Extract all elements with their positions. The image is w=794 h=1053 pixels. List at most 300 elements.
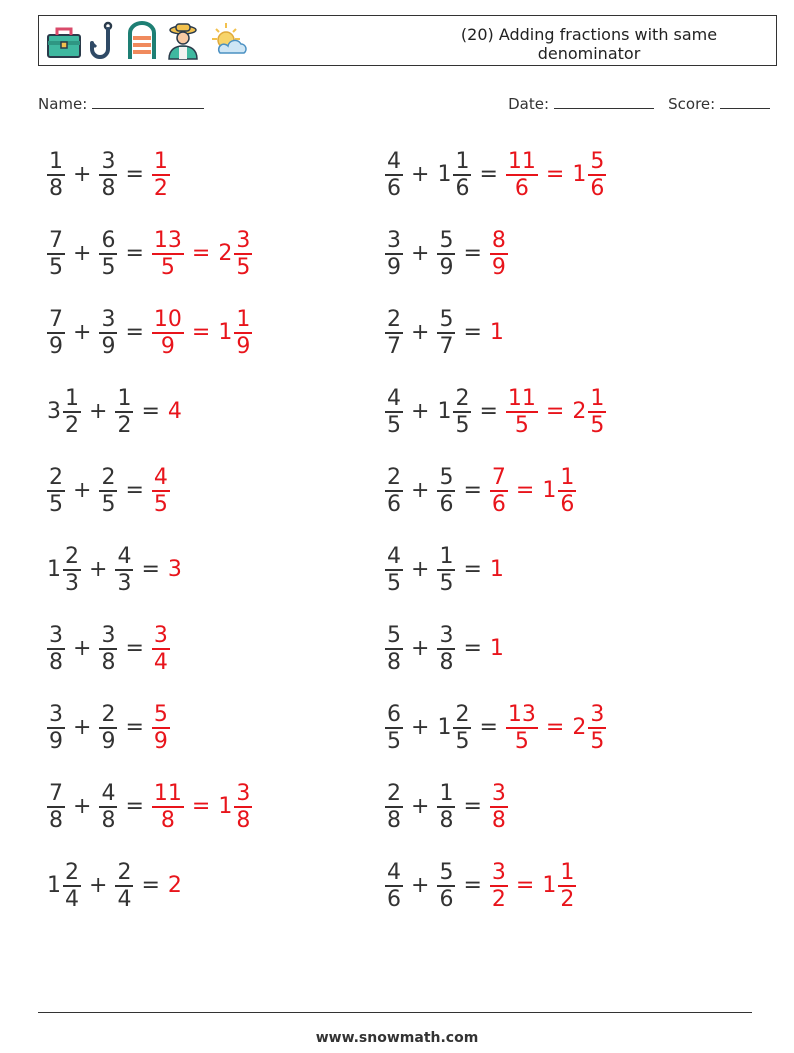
answer-term: [215, 781, 255, 833]
addend-term: [382, 149, 406, 201]
problem-question: [382, 228, 487, 280]
problem-item: [382, 461, 579, 521]
fraction: [99, 702, 117, 754]
problem-item: [44, 619, 173, 679]
answer-term: [215, 228, 255, 280]
numerator: 7: [49, 781, 63, 807]
problem-answer: [149, 702, 173, 754]
denominator: 6: [455, 175, 470, 201]
addend-term: [382, 623, 406, 675]
denominator: 9: [49, 333, 63, 359]
numerator: 1: [560, 860, 575, 886]
denominator: 5: [439, 570, 454, 596]
fraction: [490, 465, 508, 517]
fraction: [437, 860, 455, 912]
problem-question: [44, 465, 149, 517]
numerator: 2: [101, 702, 116, 728]
addend-term: [44, 386, 84, 438]
problem-question: [44, 860, 165, 912]
problem-answer: [149, 228, 255, 280]
fraction: [437, 228, 455, 280]
problem-answer: [165, 559, 181, 581]
answer-term: [487, 860, 511, 912]
equals-sign: =: [191, 794, 211, 819]
fraction: [234, 228, 252, 280]
problem-question: [382, 149, 503, 201]
answer-term: [569, 386, 609, 438]
denominator: 5: [455, 728, 470, 754]
fraction: [152, 228, 184, 280]
problem-item: [382, 382, 609, 442]
fraction: [63, 386, 81, 438]
addend-term: [44, 860, 84, 912]
denominator: 5: [514, 412, 529, 438]
whole-number: 1: [572, 162, 587, 187]
plus-sign: +: [411, 478, 430, 503]
numerator: 1: [117, 386, 132, 412]
denominator: 8: [101, 649, 116, 675]
answer-term: [487, 638, 503, 660]
addend-term: [44, 702, 68, 754]
numerator: 5: [439, 228, 454, 254]
answer-term: [487, 228, 511, 280]
problem-answer: [165, 401, 181, 423]
footer-url: www.snowmath.com: [315, 1030, 479, 1046]
answer-term: [149, 465, 173, 517]
problem-answer: [487, 638, 503, 660]
denominator: 5: [590, 412, 605, 438]
denominator: 9: [153, 728, 168, 754]
equals-sign: =: [125, 794, 144, 819]
equals-sign: =: [463, 636, 482, 661]
addend-term: [44, 228, 68, 280]
addend-term: [96, 149, 120, 201]
problem-answer: [149, 623, 173, 675]
fraction: [490, 781, 508, 833]
numerator: 3: [236, 228, 251, 254]
denominator: 2: [117, 412, 132, 438]
addend-term: [382, 465, 406, 517]
fraction: [152, 623, 170, 675]
fraction: [385, 623, 403, 675]
fraction: [99, 623, 117, 675]
problem-item: [44, 461, 173, 521]
fraction: [453, 149, 471, 201]
fraction: [385, 781, 403, 833]
addend-term: [434, 465, 458, 517]
fraction: [506, 149, 538, 201]
fraction: [152, 702, 170, 754]
fraction: [453, 702, 471, 754]
fraction: [385, 860, 403, 912]
numerator: 1: [590, 386, 605, 412]
numerator: 7: [49, 228, 63, 254]
numerator: 2: [117, 860, 132, 886]
fraction: [63, 860, 81, 912]
denominator: 2: [560, 886, 575, 912]
equals-sign: =: [479, 715, 498, 740]
problem-question: [44, 702, 149, 754]
fraction: [558, 465, 576, 517]
problem-question: [44, 386, 165, 438]
answer-term: [149, 228, 187, 280]
problem-question: [44, 307, 149, 359]
denominator: 6: [491, 491, 506, 517]
problem-answer: [149, 149, 173, 201]
whole-number: 1: [542, 873, 557, 898]
equals-sign: =: [545, 715, 565, 740]
answer-term: [503, 702, 541, 754]
addend-term: [434, 228, 458, 280]
denominator: 4: [117, 886, 132, 912]
date-label: Date:: [508, 95, 550, 113]
fraction: [152, 781, 184, 833]
problem-question: [44, 781, 149, 833]
denominator: 5: [387, 412, 401, 438]
problem-item: [44, 145, 173, 205]
answer-term: [503, 386, 541, 438]
numerator: 11: [153, 781, 182, 807]
denominator: 8: [101, 175, 116, 201]
numerator: 3: [387, 228, 401, 254]
fraction: [558, 860, 576, 912]
answer-term: [569, 149, 609, 201]
numerator: 2: [65, 860, 79, 886]
problem-question: [382, 465, 487, 517]
plus-sign: +: [411, 557, 430, 582]
fraction: [588, 386, 606, 438]
equals-sign: =: [463, 557, 482, 582]
fraction: [588, 149, 606, 201]
numerator: 2: [455, 702, 470, 728]
whole-number: 2: [218, 241, 233, 266]
answer-term: [487, 465, 511, 517]
problem-answer: [149, 307, 255, 359]
equals-sign: =: [125, 162, 144, 187]
numerator: 7: [49, 307, 63, 333]
numerator: 10: [153, 307, 182, 333]
addend-term: [44, 465, 68, 517]
numerator: 1: [236, 307, 251, 333]
addend-term: [434, 149, 474, 201]
numerator: 2: [387, 307, 401, 333]
equals-sign: =: [125, 478, 144, 503]
fraction: [437, 307, 455, 359]
denominator: 4: [65, 886, 79, 912]
numerator: 3: [491, 781, 506, 807]
numerator: 2: [455, 386, 470, 412]
addend-term: [44, 307, 68, 359]
answer-term: [149, 623, 173, 675]
denominator: 6: [439, 886, 454, 912]
fraction: [506, 386, 538, 438]
problem-item: [382, 303, 503, 363]
fraction: [385, 544, 403, 596]
addend-term: [96, 781, 120, 833]
equals-sign: =: [479, 162, 498, 187]
fraction: [63, 544, 81, 596]
problem-answer: [149, 781, 255, 833]
plus-sign: +: [89, 557, 108, 582]
fraction: [152, 465, 170, 517]
numerator: 2: [387, 465, 401, 491]
whole-number: 1: [218, 320, 233, 345]
equals-sign: =: [545, 399, 565, 424]
numerator: 4: [387, 149, 401, 175]
denominator: 5: [49, 491, 63, 517]
numerator: 6: [387, 702, 401, 728]
plus-sign: +: [411, 636, 430, 661]
problem-answer: [487, 228, 511, 280]
addend-term: [112, 860, 136, 912]
equals-sign: =: [191, 241, 211, 266]
problem-answer: [487, 860, 579, 912]
fraction: [588, 702, 606, 754]
plus-sign: +: [73, 162, 92, 187]
fraction: [437, 781, 455, 833]
numerator: 7: [491, 465, 506, 491]
equals-sign: =: [141, 557, 160, 582]
answer-term: [487, 781, 511, 833]
equals-sign: =: [515, 873, 535, 898]
problem-item: [382, 540, 503, 600]
whole-number: 1: [47, 873, 61, 898]
denominator: 9: [491, 254, 506, 280]
plus-sign: +: [89, 873, 108, 898]
equals-sign: =: [463, 478, 482, 503]
whole-number: 1: [437, 399, 452, 424]
problem-answer: [487, 322, 503, 344]
problem-item: [382, 777, 511, 837]
numerator: 13: [153, 228, 182, 254]
denominator: 8: [49, 175, 63, 201]
plus-sign: +: [73, 320, 92, 345]
numerator: 1: [65, 386, 79, 412]
problem-item: [382, 856, 579, 916]
addend-term: [434, 307, 458, 359]
answer-term: [215, 307, 255, 359]
fraction: [490, 228, 508, 280]
fraction: [115, 544, 133, 596]
fraction: [47, 149, 65, 201]
plus-sign: +: [73, 241, 92, 266]
answer-term: [539, 465, 579, 517]
problem-question: [382, 307, 487, 359]
denominator: 5: [387, 570, 401, 596]
fraction: [506, 702, 538, 754]
problem-question: [382, 623, 487, 675]
equals-sign: =: [479, 399, 498, 424]
numerator: 3: [590, 702, 605, 728]
fraction: [47, 228, 65, 280]
denominator: 8: [49, 649, 63, 675]
denominator: 7: [439, 333, 454, 359]
numerator: 13: [507, 702, 536, 728]
addend-term: [434, 623, 458, 675]
answer-term: [149, 702, 173, 754]
denominator: 5: [49, 254, 63, 280]
addend-term: [434, 781, 458, 833]
problem-question: [44, 149, 149, 201]
equals-sign: =: [141, 399, 160, 424]
numerator: 1: [455, 149, 470, 175]
denominator: 9: [49, 728, 63, 754]
equals-sign: =: [141, 873, 160, 898]
problem-item: [44, 540, 181, 600]
fraction: [47, 702, 65, 754]
fraction: [115, 386, 133, 438]
numerator: 4: [153, 465, 168, 491]
addend-term: [44, 623, 68, 675]
addend-term: [382, 544, 406, 596]
plus-sign: +: [411, 873, 430, 898]
denominator: 3: [117, 570, 132, 596]
addend-term: [434, 860, 458, 912]
denominator: 5: [101, 254, 116, 280]
numerator: 1: [560, 465, 575, 491]
answer-term: [539, 860, 579, 912]
denominator: 2: [153, 175, 168, 201]
numerator: 3: [491, 860, 506, 886]
fraction: [99, 781, 117, 833]
denominator: 8: [236, 807, 251, 833]
whole-number: 3: [47, 399, 61, 424]
denominator: 6: [387, 491, 401, 517]
denominator: 5: [590, 728, 605, 754]
numerator: 4: [387, 386, 401, 412]
plus-sign: +: [411, 241, 430, 266]
denominator: 8: [491, 807, 506, 833]
fraction: [437, 623, 455, 675]
numerator: 4: [387, 860, 401, 886]
problem-question: [382, 702, 503, 754]
numerator: 4: [101, 781, 116, 807]
denominator: 5: [514, 728, 529, 754]
equals-sign: =: [463, 241, 482, 266]
problem-answer: [487, 559, 503, 581]
answer-term: [165, 875, 181, 897]
answer-term: [165, 401, 181, 423]
fraction: [385, 149, 403, 201]
addend-term: [434, 386, 474, 438]
addend-term: [382, 702, 406, 754]
whole-number: 1: [437, 162, 452, 187]
problem-item: [382, 619, 503, 679]
fraction: [385, 465, 403, 517]
numerator: 4: [387, 544, 401, 570]
whole-number: 1: [47, 557, 61, 582]
fraction: [490, 860, 508, 912]
answer-term: [149, 781, 187, 833]
problem-item: [44, 224, 255, 284]
denominator: 5: [455, 412, 470, 438]
denominator: 6: [590, 175, 605, 201]
numerator: 5: [439, 307, 454, 333]
fraction: [47, 307, 65, 359]
equals-sign: =: [191, 320, 211, 345]
denominator: 9: [236, 333, 251, 359]
problem-question: [44, 228, 149, 280]
numerator: 3: [153, 623, 168, 649]
numerator: 11: [507, 149, 536, 175]
plus-sign: +: [411, 399, 430, 424]
problem-question: [44, 544, 165, 596]
numerator: 11: [507, 386, 536, 412]
denominator: 9: [101, 728, 116, 754]
fraction: [99, 307, 117, 359]
fraction: [234, 781, 252, 833]
denominator: 5: [160, 254, 175, 280]
plus-sign: +: [73, 794, 92, 819]
equals-sign: =: [545, 162, 565, 187]
equals-sign: =: [463, 873, 482, 898]
problem-answer: [165, 875, 181, 897]
numerator: 5: [439, 860, 454, 886]
denominator: 8: [387, 807, 401, 833]
addend-term: [112, 386, 136, 438]
problem-item: [44, 777, 255, 837]
fraction: [152, 307, 184, 359]
problem-item: [382, 698, 609, 758]
numerator: 6: [101, 228, 116, 254]
footer-divider: [38, 1012, 752, 1013]
whole-number: 2: [572, 715, 587, 740]
addend-term: [382, 781, 406, 833]
plus-sign: +: [411, 794, 430, 819]
fraction: [453, 386, 471, 438]
problem-answer: [503, 149, 609, 201]
denominator: 8: [49, 807, 63, 833]
problem-answer: [487, 465, 579, 517]
addend-term: [96, 623, 120, 675]
addend-term: [112, 544, 136, 596]
problem-item: [44, 856, 181, 916]
equals-sign: =: [125, 241, 144, 266]
fraction: [437, 465, 455, 517]
denominator: 4: [153, 649, 168, 675]
whole-number: 1: [489, 320, 504, 345]
numerator: 2: [101, 465, 116, 491]
denominator: 6: [514, 175, 529, 201]
denominator: 9: [387, 254, 401, 280]
numerator: 1: [49, 149, 63, 175]
numerator: 1: [439, 544, 454, 570]
whole-number: 1: [489, 557, 504, 582]
plus-sign: +: [73, 478, 92, 503]
plus-sign: +: [73, 636, 92, 661]
whole-number: 2: [167, 873, 182, 898]
fraction: [47, 623, 65, 675]
fraction: [385, 228, 403, 280]
problem-answer: [487, 781, 511, 833]
addend-term: [434, 544, 458, 596]
numerator: 1: [153, 149, 168, 175]
addend-term: [44, 781, 68, 833]
numerator: 3: [439, 623, 454, 649]
fraction: [47, 465, 65, 517]
whole-number: 4: [167, 399, 182, 424]
fraction: [47, 781, 65, 833]
denominator: 2: [491, 886, 506, 912]
fraction: [99, 228, 117, 280]
whole-number: 2: [572, 399, 587, 424]
whole-number: 1: [489, 636, 504, 661]
numerator: 3: [49, 623, 63, 649]
fraction: [115, 860, 133, 912]
worksheet-title: (20) Adding fractions with same denominator: [460, 25, 718, 63]
answer-term: [149, 307, 187, 359]
fraction: [385, 307, 403, 359]
